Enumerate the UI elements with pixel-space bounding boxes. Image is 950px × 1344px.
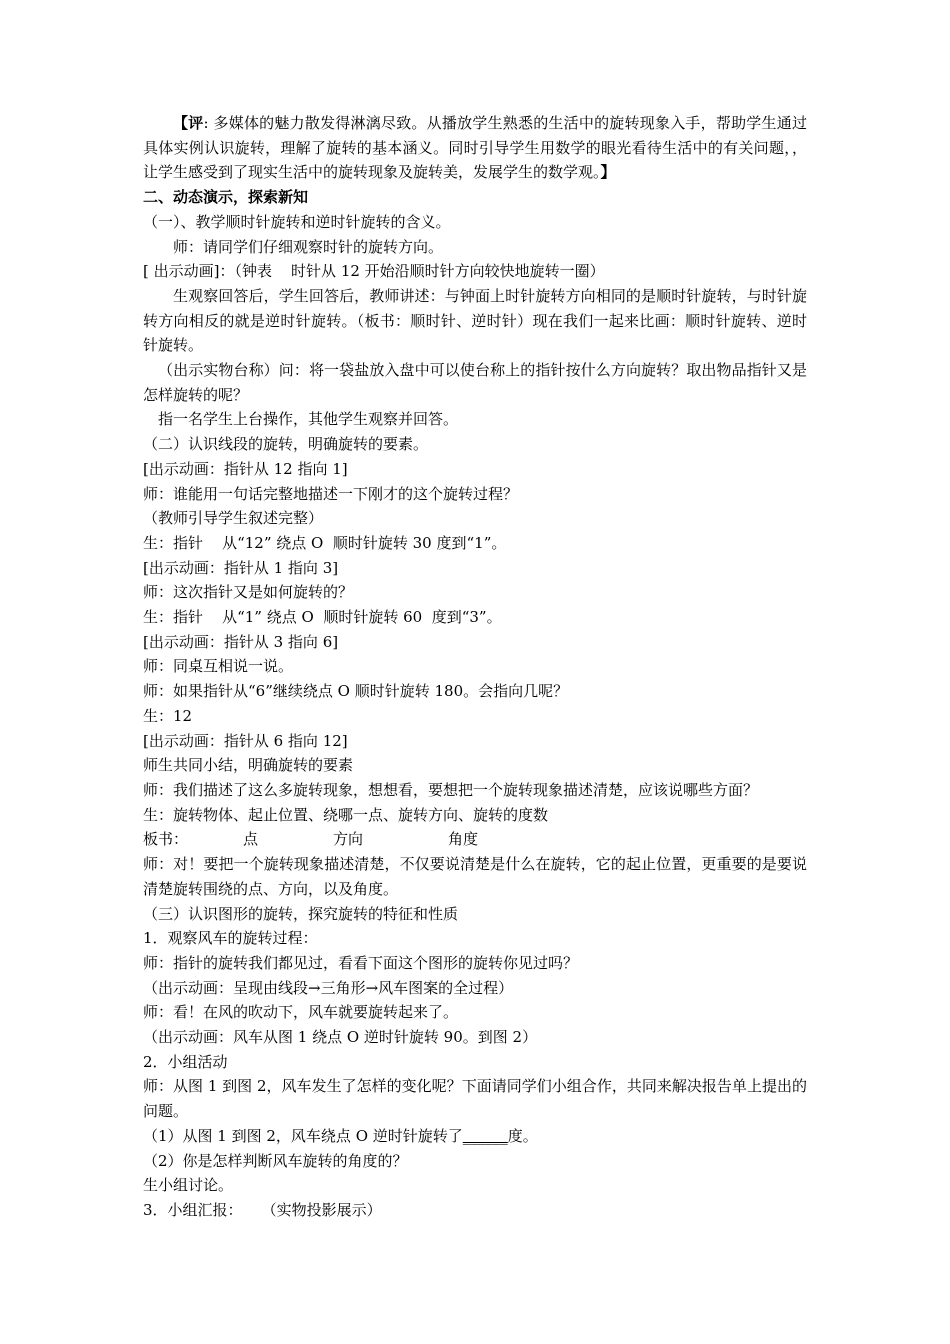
part2-title: （二）认识线段的旋转，明确旋转的要素。 <box>143 435 429 454</box>
part2-line: 师：这次指针又是如何旋转的？ <box>143 583 354 602</box>
part3-line: 1．观察风车的旋转过程： <box>143 929 318 948</box>
evaluation-paragraph <box>143 111 807 185</box>
part2-line: 生：指针 从“12” 绕点 O 顺时针旋转 30 度到“1”。 <box>143 533 507 552</box>
part2-line: （教师引导学生叙述完整） <box>143 509 324 528</box>
board-item-point: 点 <box>243 830 259 849</box>
evaluation-open-mark: 【评 <box>173 114 204 132</box>
part2-teacher-summary: 师：对！要把一个旋转现象描述清楚，不仅要说清楚是什么在旋转，它的起止位置，更重要的是要说清楚旋转围绕的点、方向，以及角度。 <box>143 855 807 898</box>
question-1-blank: ______ <box>462 1126 508 1145</box>
part3-report: 3．小组汇报： （实物投影展示） <box>143 1200 382 1219</box>
part1-explanation: 生观察回答后，学生回答后，教师讲述：与钟面上时针旋转方向相同的是顺时针旋转，与时针旋转方向相反的就是逆时针旋转。（板书：顺时针、逆时针）现在我们一起来比画：顺时针旋转、逆时针旋转。 <box>143 286 807 355</box>
part3-question-2: （2）你是怎样判断风车旋转的角度的？ <box>143 1151 408 1170</box>
part2-line: [出示动画：指针从 1 指向 3] <box>143 558 339 577</box>
question-1-prefix: （1）从图 1 到图 2，风车绕点 O 逆时针旋转了 <box>143 1126 463 1145</box>
evaluation-text: 多媒体的魅力散发得淋漓尽致。从播放学生熟悉的生活中的旋转现象入手，帮助学生通过具体实例认识旋转，理解了旋转的基本涵义。同时引导学生用数学的眼光看待生活中的有关问题，，让学生感受到了现实生活中的旋转现象及旋转美，发展学生的数学观。 <box>143 114 807 182</box>
part1-show-animation: [ 出示动画]：（钟表 时针从 12 开始沿顺时针方向较快地旋转一圈） <box>143 262 605 281</box>
evaluation-close-mark: 】 <box>600 163 616 182</box>
part3-discussion: 生小组讨论。 <box>143 1176 234 1195</box>
board-label: 板书： <box>143 830 189 849</box>
part1-teacher-line: 师：请同学们仔细观察时针的旋转方向。 <box>173 237 444 256</box>
part2-line: 师：同桌互相说一说。 <box>143 657 294 676</box>
part1-title: （一）、教学顺时针旋转和逆时针旋转的含义。 <box>143 212 451 231</box>
part3-line: 师：指针的旋转我们都见过，看看下面这个图形的旋转你见过吗？ <box>143 953 579 972</box>
part2-line: 师：谁能用一句话完整地描述一下刚才的这个旋转过程？ <box>143 484 519 503</box>
part3-group-task: 师：从图 1 到图 2，风车发生了怎样的变化呢？下面请同学们小组合作，共同来解决报告单上提出的问题。 <box>143 1077 807 1121</box>
part1-operate: 指一名学生上台操作，其他学生观察并回答。 <box>158 410 459 429</box>
part2-line: 生：12 <box>143 706 193 725</box>
board-item-direction: 方向 <box>333 830 364 849</box>
section-heading: 二、动态演示，探索新知 <box>143 188 309 207</box>
part3-line: （出示动画：呈现由线段→三角形→风车图案的全过程） <box>143 978 514 997</box>
part3-line: （出示动画：风车从图 1 绕点 O 逆时针旋转 90。到图 2） <box>143 1028 538 1047</box>
part2-line: 师生共同小结，明确旋转的要素 <box>143 756 354 775</box>
evaluation-colon: : <box>203 114 209 132</box>
part2-line: [出示动画：指针从 12 指向 1] <box>143 459 348 478</box>
part1-scale-question: （出示实物台称）问：将一袋盐放入盘中可以使台称上的指针按什么方向旋转？取出物品指针又是怎样旋转的呢？ <box>143 361 807 404</box>
part2-line: [出示动画：指针从 6 指向 12] <box>143 731 348 750</box>
part2-line: [出示动画：指针从 3 指向 6] <box>143 632 339 651</box>
part2-teacher-question: 师：我们描述了这么多旋转现象，想想看，要想把一个旋转现象描述清楚，应该说哪些方面？ <box>143 780 759 799</box>
part2-line: 师：如果指针从“6”继续绕点 O 顺时针旋转 180。会指向几呢？ <box>143 682 569 701</box>
part3-title: （三）认识图形的旋转，探究旋转的特征和性质 <box>143 904 459 923</box>
part3-question-1 <box>143 1124 807 1149</box>
part2-student-answer: 生：旋转物体、起止位置、绕哪一点、旋转方向、旋转的度数 <box>143 805 549 824</box>
part2-line: 生：指针 从“1” 绕点 O 顺时针旋转 60 度到“3”。 <box>143 608 502 627</box>
board-item-angle: 角度 <box>448 830 479 849</box>
part3-line: 师：看！在风的吹动下，风车就要旋转起来了。 <box>143 1003 459 1022</box>
question-1-suffix: 度。 <box>507 1126 538 1145</box>
board-writing <box>143 827 807 852</box>
part3-line: 2．小组活动 <box>143 1052 228 1071</box>
